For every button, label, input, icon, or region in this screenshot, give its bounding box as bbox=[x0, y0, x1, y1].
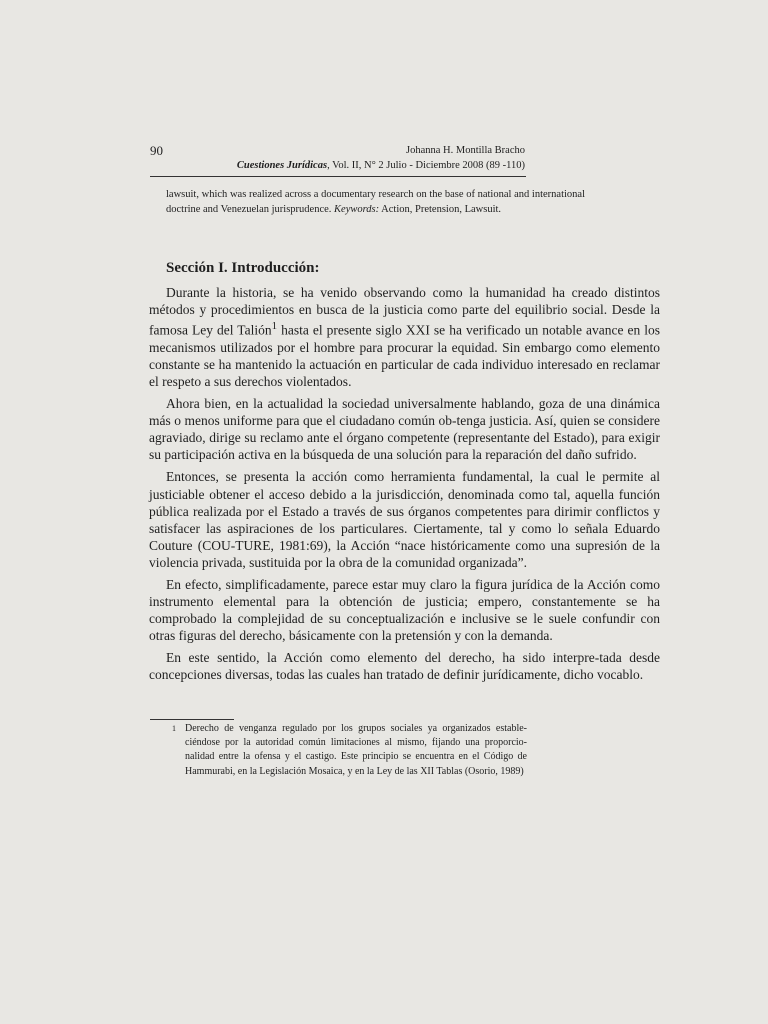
paragraph-4: En efecto, simplificadamente, parece estar muy claro la figura jurídica de la Acción como instrumento elemental para la obtención de justicia; empero, constantemente se ha comprobado la complejidad de su conceptualización e inclusive se le suele confundir con otras figuras del derecho, básicamente con la pretensión y con la demanda. bbox=[149, 577, 660, 644]
paragraph-2: Ahora bien, en la actualidad la sociedad universalmente hablando, goza de una dinámica más o menos uniforme para que el ciudadano común ob-tenga justicia. Así, quien se considere agraviado, dirige su reclamo ante el órgano competente (representante del Estado), para exigir su participación activa en la búsqueda de una solución para la reparación del daño sufrido. bbox=[149, 396, 660, 463]
keywords-label: Keywords: bbox=[334, 204, 380, 215]
section-title: Sección I. Introducción: bbox=[166, 260, 320, 276]
journal-title: Cuestiones Jurídicas bbox=[236, 160, 328, 171]
header-rule bbox=[150, 176, 526, 177]
abstract-text bbox=[166, 187, 585, 217]
footnote-number: 1 bbox=[172, 724, 176, 733]
footnote-rule bbox=[150, 719, 234, 720]
author-name: Johanna H. Montilla Bracho bbox=[406, 145, 525, 156]
body-text bbox=[149, 284, 660, 689]
paragraph-3: Entonces, se presenta la acción como herramienta fundamental, la cual le permite al justiciable obtener el acceso debido a la jurisdicción, denominada como tal, aquella función pública realizada por el Estado a través de sus órganos competentes para dirimir conflictos y satisfacer las aspiraciones de los particulares. Ciertamente, tal y como lo señala Eduardo Couture (COU-TURE, 1981:69), la Acción “nace históricamente como una supresión de la violencia privada, sustituida por la obra de la comunidad organizada”. bbox=[149, 469, 660, 570]
paragraph-1-start: Durante la historia, se ha venido observando como la humanidad ha creado distintos métodos y procedimientos en busca de la justicia como parte del equilibrio social. Desde la famosa Ley del Talión bbox=[149, 285, 660, 338]
footnote-text: Derecho de venganza regulado por los grupos sociales ya organizados estable-ciéndose por la autoridad común limitaciones al mismo, fijando una proporcio-nalidad entre la ofensa y el castigo. Este principio se encuentra en el Código de Hammurabi, en la Legislación Mosaica, y en la Ley de las XII Tablas (Osorio, 1989) bbox=[185, 723, 527, 777]
keywords-list: Action, Pretension, Lawsuit. bbox=[379, 204, 502, 215]
journal-line bbox=[237, 160, 525, 171]
paragraph-5: En este sentido, la Acción como elemento del derecho, ha sido interpre-tada desde concepciones diversas, todas las cuales han tratado de definir jurídicamente, dicho vocablo. bbox=[149, 650, 660, 683]
abstract-body: lawsuit, which was realized across a documentary research on the base of national and international doctrine and Venezuelan jurisprudence. bbox=[166, 189, 585, 215]
journal-details: , Vol. II, N° 2 Julio - Diciembre 2008 (89 -110) bbox=[327, 160, 525, 171]
page-number: 90 bbox=[150, 143, 163, 158]
paragraph-1-end: hasta el presente siglo XXI se ha verificado un notable avance en los mecanismos utilizados por el hombre para procurar la equidad. Sin embargo como elemento constante se ha mantenido la actuación en particular de cada individuo interesado en reclamar el respeto a sus derechos violentados. bbox=[149, 322, 660, 389]
paragraph-1 bbox=[149, 284, 660, 390]
footnote-ref: 1 bbox=[271, 320, 278, 333]
footnote bbox=[172, 722, 527, 779]
